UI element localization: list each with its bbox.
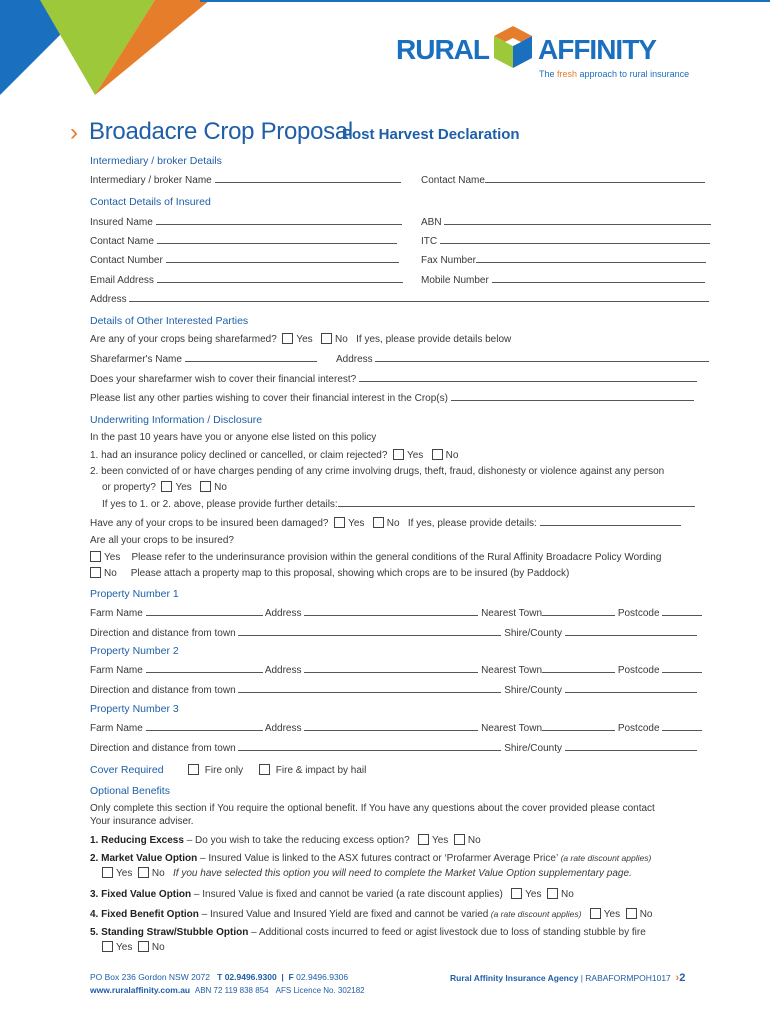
checkbox-declined-yes[interactable] [393, 449, 404, 460]
checkbox-sharefarmed-yes[interactable] [282, 333, 293, 344]
q-sharefarmer-cover: Does your sharefarmer wish to cover their financial interest? [90, 374, 357, 385]
field-prop-address[interactable] [304, 606, 478, 616]
opt5-title: 5. Standing Straw/Stubble Option [90, 927, 249, 938]
footer-web-line: www.ruralaffinity.com.au ABN 72 119 838 854 AFS Licence No. 302182 [90, 985, 365, 995]
section-broker: Intermediary / broker Details [90, 155, 222, 167]
q-convicted: 2. been convicted of or have charges pending of any crime involving drugs, theft, fraud, dishonesty or violence against any person [90, 466, 665, 477]
q-other-parties: Please list any other parties wishing to cover their financial interest in the Crop(s) [90, 393, 448, 404]
field-postcode[interactable] [662, 663, 702, 673]
section-interested-parties: Details of Other Interested Parties [90, 315, 249, 327]
label-shire: Shire/County [504, 628, 562, 639]
opt4-title: 4. Fixed Benefit Option [90, 909, 199, 920]
label-yes: Yes [116, 942, 133, 953]
section-property-3: Property Number 3 [90, 703, 179, 715]
field-itc[interactable] [440, 234, 710, 244]
label-yes: Yes [296, 334, 313, 345]
field-address[interactable] [129, 292, 709, 302]
label-direction: Direction and distance from town [90, 743, 236, 754]
field-direction[interactable] [238, 683, 501, 693]
label-no: No [151, 868, 165, 879]
field-postcode[interactable] [662, 721, 702, 731]
checkbox-damaged-yes[interactable] [334, 517, 345, 528]
section-insured: Contact Details of Insured [90, 196, 211, 208]
checkbox-opt2-yes[interactable] [102, 867, 113, 878]
section-underwriting: Underwriting Information / Disclosure [90, 414, 263, 426]
checkbox-declined-no[interactable] [432, 449, 443, 460]
field-nearest-town[interactable] [542, 721, 615, 731]
field-mobile[interactable] [492, 273, 705, 283]
checkbox-fire-hail[interactable] [259, 764, 270, 775]
label-no: No [104, 568, 117, 579]
label-sharefarmer-name: Sharefarmer's Name [90, 354, 182, 365]
checkbox-opt1-yes[interactable] [418, 834, 429, 845]
field-direction[interactable] [238, 626, 501, 636]
label-farm-name: Farm Name [90, 723, 143, 734]
logo-affinity: AFFINITY [538, 34, 656, 65]
field-abn[interactable] [444, 215, 711, 225]
label-farm-name: Farm Name [90, 608, 143, 619]
checkbox-opt4-no[interactable] [626, 908, 637, 919]
logo-cube-icon [490, 24, 536, 70]
label-yes: Yes [525, 889, 542, 900]
label-yes: Yes [116, 868, 133, 879]
label-contact-number: Contact Number [90, 255, 163, 266]
checkbox-opt5-yes[interactable] [102, 941, 113, 952]
field-sharefarmer-name[interactable] [185, 352, 317, 362]
opt2-discount: (a rate discount applies) [558, 853, 652, 863]
checkbox-opt2-no[interactable] [138, 867, 149, 878]
opt4-text: – Insured Value and Insured Yield are fixed and cannot be varied [198, 909, 489, 920]
checkbox-opt3-no[interactable] [547, 888, 558, 899]
opt5-text: – Additional costs incurred to feed or agist livestock due to loss of standing stubble by fire [248, 927, 646, 938]
q-convicted-cont: or property? [102, 482, 156, 493]
label-postcode: Postcode [617, 608, 660, 619]
opt4-discount: (a rate discount applies) [488, 909, 582, 919]
field-shire[interactable] [565, 626, 697, 636]
checkbox-damaged-no[interactable] [373, 517, 384, 528]
q-damaged: Have any of your crops to be insured been damaged? [90, 518, 329, 529]
label-prop-address: Address [264, 608, 302, 619]
note-ifyes: If yes, please provide details below [356, 334, 512, 345]
label-no: No [467, 835, 481, 846]
section-property-1: Property Number 1 [90, 588, 179, 600]
q-sharefarmed: Are any of your crops being sharefarmed? [90, 334, 277, 345]
label-no: No [561, 889, 574, 900]
label-prop-address: Address [264, 723, 302, 734]
field-fax[interactable] [476, 253, 706, 263]
label-no: No [214, 482, 227, 493]
field-prop-address[interactable] [304, 721, 478, 731]
field-further-details[interactable] [338, 497, 695, 507]
footer-agency: Rural Affinity Insurance Agency | RABAFORMPOH1017 ›2 [450, 972, 686, 984]
field-broker-contact[interactable] [485, 173, 705, 183]
label-fire-hail: Fire & impact by hail [275, 765, 367, 776]
label-yes: Yes [406, 450, 424, 461]
label-shire: Shire/County [504, 685, 562, 696]
label-yes: Yes [603, 909, 621, 920]
logo-rural: RURAL [396, 34, 489, 65]
optional-intro-1: Only complete this section if You require the optional benefit. If You have any questions about the cover provided please contact [90, 803, 655, 814]
label-no: No [335, 334, 348, 345]
label-yes: Yes [431, 835, 449, 846]
field-broker-name[interactable] [215, 173, 401, 183]
checkbox-opt5-no[interactable] [138, 941, 149, 952]
field-nearest-town[interactable] [542, 663, 615, 673]
label-direction: Direction and distance from town [90, 628, 236, 639]
label-itc: ITC [421, 236, 438, 247]
optional-intro-2: Your insurance adviser. [90, 816, 194, 827]
label-insured-name: Insured Name [90, 217, 153, 228]
field-email[interactable] [157, 273, 403, 283]
label-sharefarmer-address: Address [336, 354, 373, 365]
label-address: Address [90, 294, 127, 305]
checkbox-all-yes[interactable] [90, 551, 101, 562]
checkbox-opt4-yes[interactable] [590, 908, 601, 919]
label-abn: ABN [421, 217, 442, 228]
label-nearest-town: Nearest Town [481, 665, 543, 676]
label-no: No [445, 450, 459, 461]
label-yes: Yes [348, 518, 365, 529]
q-declined: 1. had an insurance policy declined or cancelled, or claim rejected? [90, 450, 388, 461]
page-number: 2 [679, 972, 686, 984]
label-no: No [639, 909, 653, 920]
tagline: The fresh approach to rural insurance [539, 69, 690, 79]
label-email: Email Address [90, 275, 154, 286]
page-subtitle: Post Harvest Declaration [342, 126, 520, 143]
checkbox-sharefarmed-no[interactable] [321, 333, 332, 344]
label-yes: Yes [175, 482, 192, 493]
field-damage-details[interactable] [540, 516, 681, 526]
title-arrow-icon: › [70, 119, 78, 146]
field-farm-name[interactable] [146, 606, 263, 616]
opt3-title: 3. Fixed Value Option [90, 889, 192, 900]
checkbox-fire-only[interactable] [188, 764, 199, 775]
label-direction: Direction and distance from town [90, 685, 236, 696]
footer-arrow-icon: › [675, 972, 680, 984]
label-fire-only: Fire only [204, 765, 244, 776]
opt3-text: – Insured Value is fixed and cannot be varied (a rate discount applies) [191, 889, 503, 900]
label-yes: Yes [104, 552, 121, 563]
opt2-title: 2. Market Value Option [90, 853, 198, 864]
opt1-text: – Do you wish to take the reducing excess option? [183, 835, 410, 846]
label-broker-name: Intermediary / broker Name [90, 175, 212, 186]
label-prop-address: Address [264, 665, 302, 676]
field-shire[interactable] [565, 741, 697, 751]
checkbox-all-no[interactable] [90, 567, 101, 578]
q-all-insured: Are all your crops to be insured? [90, 535, 234, 546]
checkbox-opt1-no[interactable] [454, 834, 465, 845]
checkbox-convicted-yes[interactable] [161, 481, 172, 492]
label-no: No [386, 518, 400, 529]
label-damage-details: If yes, please provide details: [407, 518, 537, 529]
label-no: No [151, 942, 165, 953]
opt2-text: – Insured Value is linked to the ASX futures contract or ‘Profarmer Average Price’ [197, 853, 559, 864]
footer-contact: PO Box 236 Gordon NSW 2072 T 02.9496.9300 | F 02.9496.9306 [90, 972, 349, 982]
label-postcode: Postcode [617, 665, 660, 676]
field-sharefarmer-cover[interactable] [359, 372, 697, 382]
field-nearest-town[interactable] [542, 606, 615, 616]
label-postcode: Postcode [617, 723, 660, 734]
label-broker-contact: Contact Name [421, 175, 485, 186]
field-contact-name[interactable] [157, 234, 397, 244]
note-property-map: Please attach a property map to this proposal, showing which crops are to be insured (by Paddock) [130, 568, 570, 579]
label-fax: Fax Number [421, 255, 477, 266]
field-farm-name[interactable] [146, 663, 263, 673]
underwriting-intro: In the past 10 years have you or anyone else listed on this policy [90, 432, 377, 443]
opt1-title: 1. Reducing Excess [90, 835, 184, 846]
checkbox-opt3-yes[interactable] [511, 888, 522, 899]
checkbox-convicted-no[interactable] [200, 481, 211, 492]
label-mobile: Mobile Number [421, 275, 489, 286]
footer-website[interactable]: www.ruralaffinity.com.au [90, 985, 191, 995]
field-contact-number[interactable] [166, 253, 399, 263]
section-property-2: Property Number 2 [90, 645, 179, 657]
label-shire: Shire/County [504, 743, 562, 754]
label-nearest-town: Nearest Town [481, 723, 543, 734]
label-contact-name: Contact Name [90, 236, 154, 247]
label-farm-name: Farm Name [90, 665, 143, 676]
field-insured-name[interactable] [156, 215, 402, 225]
section-optional: Optional Benefits [90, 785, 170, 797]
field-farm-name[interactable] [146, 721, 263, 731]
field-shire[interactable] [565, 683, 697, 693]
label-nearest-town: Nearest Town [481, 608, 543, 619]
field-postcode[interactable] [662, 606, 702, 616]
field-sharefarmer-address[interactable] [375, 352, 709, 362]
field-direction[interactable] [238, 741, 501, 751]
label-further-details: If yes to 1. or 2. above, please provide further details: [102, 499, 338, 510]
page-title: Broadacre Crop Proposal [89, 118, 353, 145]
opt2-note: If you have selected this option you will need to complete the Market Value Option supplementary page. [173, 868, 632, 879]
section-cover: Cover Required [90, 764, 164, 776]
field-prop-address[interactable] [304, 663, 478, 673]
note-underinsurance: Please refer to the underinsurance provision within the general conditions of the Rural Affinity Broadacre Policy Wording [131, 552, 662, 563]
field-other-parties[interactable] [451, 391, 694, 401]
